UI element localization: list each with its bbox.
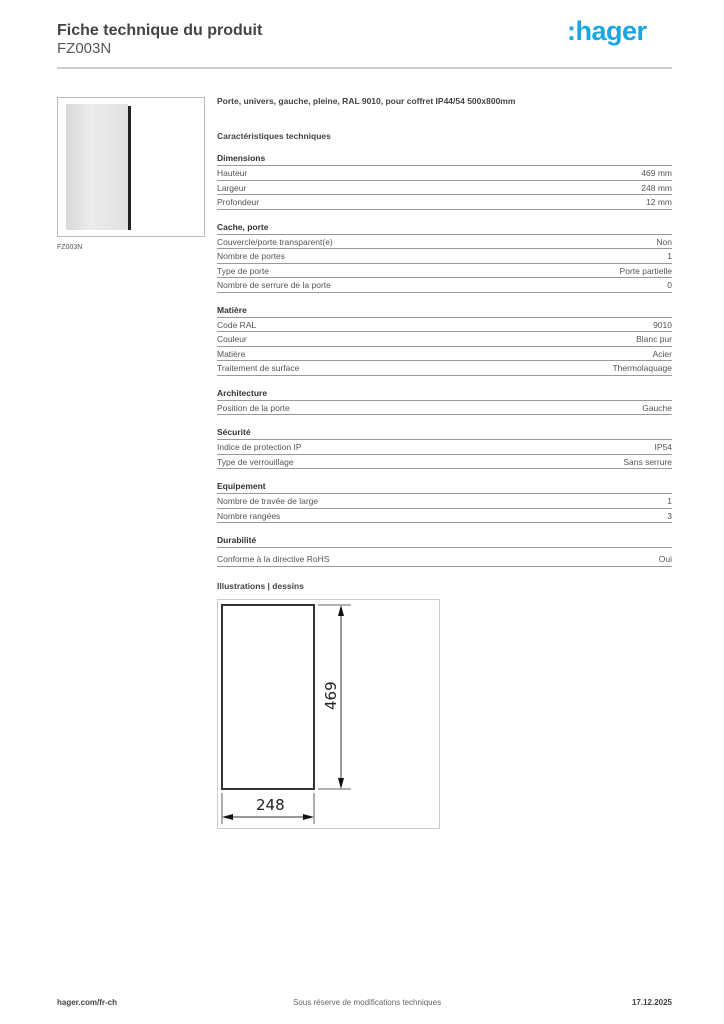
arrow-down-icon [338,778,344,789]
door-outline [222,605,314,789]
page-title: Fiche technique du produit [57,22,263,39]
spec-value: 9010 [653,319,672,330]
spec-row [217,347,672,362]
spec-section [217,151,672,210]
spec-label: Couvercle/porte transparent(e) [217,236,333,247]
spec-label: Largeur [217,182,247,193]
spec-label: Nombre de portes [217,251,286,261]
section-title: Architecture [217,386,672,401]
spec-value: 248 mm [641,182,672,193]
spec-label: Code RAL [217,319,257,330]
section-title: Sécurité [217,425,672,440]
spec-value: 469 mm [641,168,672,178]
dimension-drawing-svg [218,600,441,830]
width-label: 248 [256,795,285,814]
spec-value: Acier [652,348,672,359]
door-panel [66,104,128,230]
spec-label: Nombre rangées [217,510,281,521]
product-description: Porte, univers, gauche, pleine, RAL 9010, pour coffret IP44/54 500x800mm [217,96,516,106]
spec-label: Traitement de surface [217,363,300,373]
spec-value: Blanc pur [636,334,672,344]
product-code: FZ003N [57,40,112,57]
spec-section [217,220,672,293]
dimension-drawing [217,599,440,829]
spec-label: Couleur [217,334,247,344]
spec-row [217,249,672,264]
product-image [57,97,205,237]
spec-row [217,235,672,250]
spec-row [217,401,672,416]
spec-label: Nombre de serrure de la porte [217,280,331,290]
spec-value: 1 [667,251,672,261]
spec-label: Conforme à la directive RoHS [217,554,330,564]
spec-value: Thermolaquage [612,363,672,373]
spec-label: Type de verrouillage [217,456,294,467]
spec-row [217,361,672,376]
spec-section [217,303,672,376]
spec-label: Profondeur [217,197,260,207]
product-image-caption: FZ003N [57,244,83,251]
spec-row [217,509,672,524]
spec-row [217,166,672,181]
spec-value: IP54 [654,442,672,452]
spec-sections [217,151,672,567]
spec-column [217,96,672,829]
height-label: 469 [322,680,340,710]
spec-row [217,455,672,470]
specs-title: Caractéristiques techniques [217,131,331,141]
section-title: Cache, porte [217,220,672,235]
spec-row [217,195,672,210]
spec-row [217,318,672,333]
spec-label: Nombre de travée de large [217,496,319,506]
spec-section [217,425,672,469]
spec-label: Matière [217,348,246,359]
section-title: Equipement [217,479,672,494]
spec-row [217,332,672,347]
spec-value: Sans serrure [623,456,672,467]
illustrations-title: Illustrations | dessins [217,580,304,591]
footer-website-link[interactable]: hager.com/fr-ch [57,998,118,1007]
door-edge [128,106,131,230]
footer-disclaimer: Sous réserve de modifications techniques [293,998,442,1007]
spec-section [217,386,672,416]
spec-row [217,264,672,279]
header-divider [57,67,672,69]
spec-row [217,181,672,196]
spec-row [217,440,672,455]
spec-label: Hauteur [217,168,248,178]
spec-row [217,494,672,509]
spec-section [217,479,672,523]
spec-value: Gauche [642,402,672,413]
spec-value: Non [656,236,672,247]
section-title: Matière [217,303,672,318]
section-title: Durabilité [217,533,672,548]
spec-value: 0 [667,280,672,290]
spec-label: Type de porte [217,265,269,276]
spec-value: 1 [667,496,672,506]
arrow-left-icon [222,814,233,820]
section-title: Dimensions [217,151,672,166]
spec-value: Porte partielle [619,265,672,276]
spec-value: 3 [667,510,672,521]
spec-row [217,278,672,293]
spec-value: Oui [658,554,672,564]
footer-date: 17.12.2025 [631,998,672,1007]
arrow-right-icon [303,814,314,820]
spec-label: Indice de protection IP [217,442,302,452]
arrow-up-icon [338,605,344,616]
spec-label: Position de la porte [217,402,290,413]
spec-section [217,533,672,567]
spec-value: 12 mm [646,197,672,207]
spec-row [217,552,672,567]
hager-logo: :hager [567,16,647,46]
